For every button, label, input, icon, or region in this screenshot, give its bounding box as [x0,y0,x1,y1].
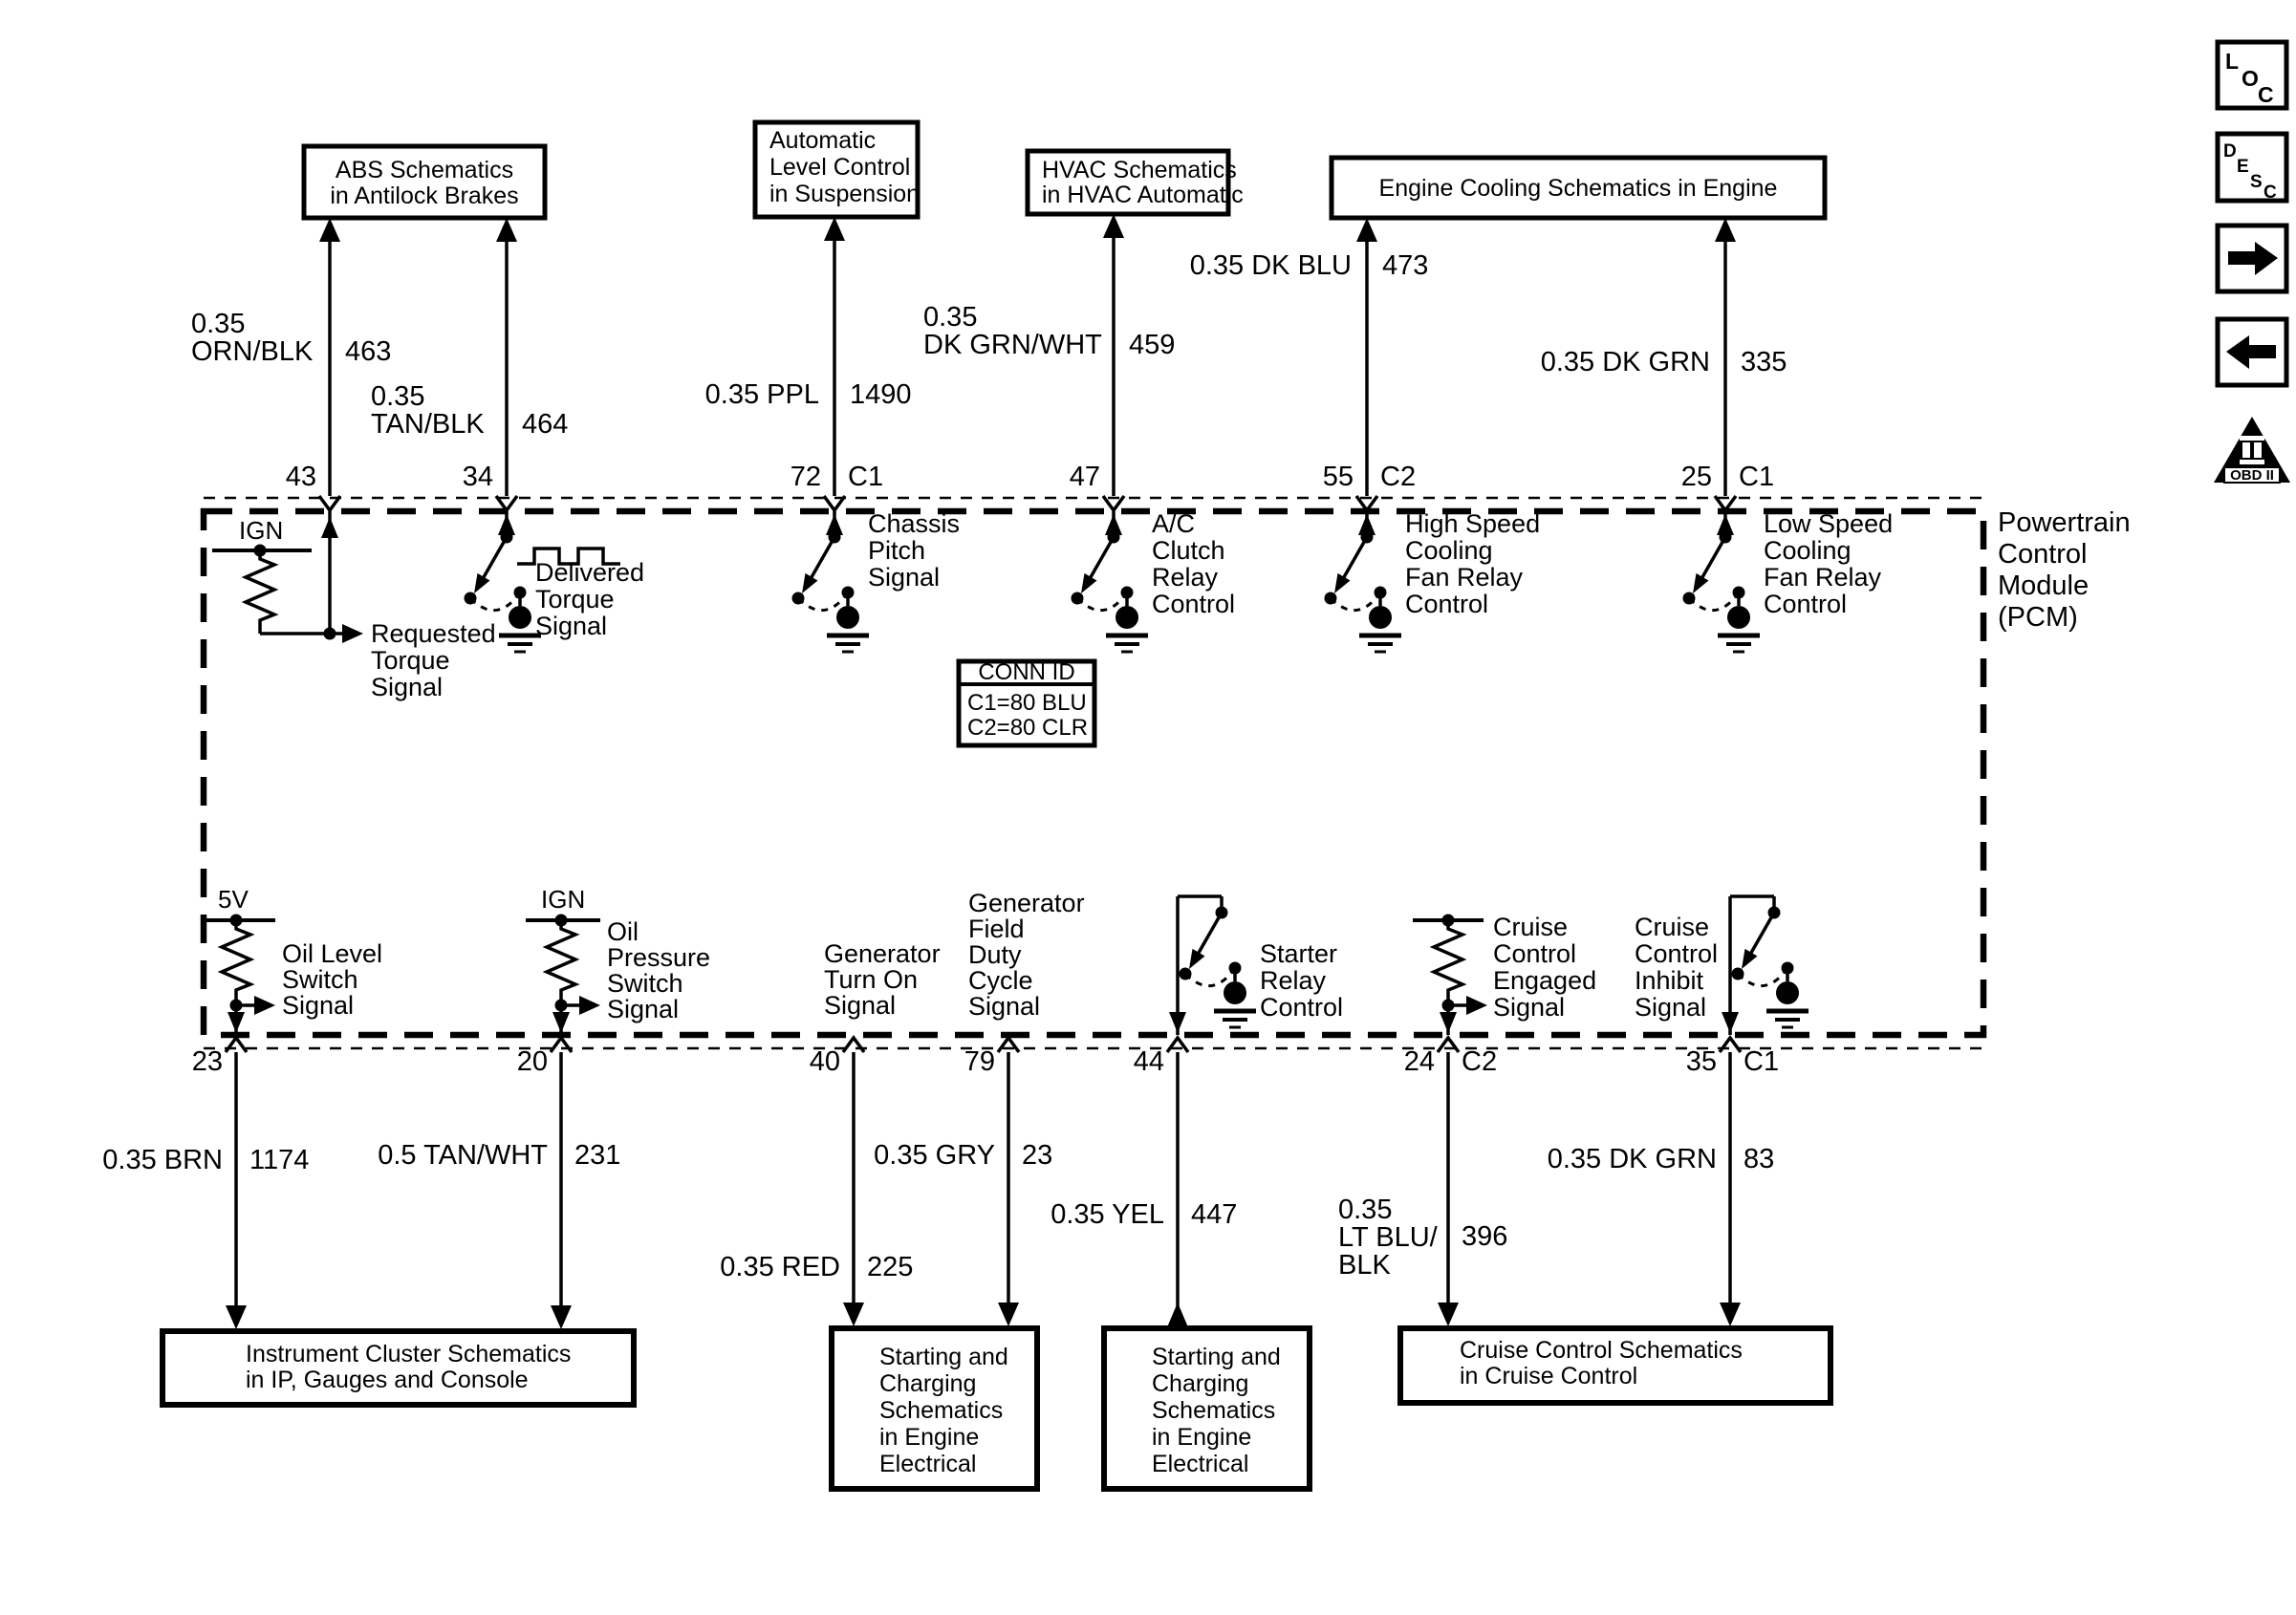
pin-34: 34 [462,462,493,492]
hvac-schematics-label: HVAC Schematics in HVAC Automatic [1042,157,1244,208]
wire-225-label: 0.35 RED [720,1252,840,1282]
loc-letter-o: O [2242,66,2259,91]
wire-1490-circuit: 1490 [850,379,912,410]
pin-40: 40 [809,1046,840,1077]
wire-464-circuit: 464 [522,409,569,440]
requested-torque-label: Requested Torque Signal [371,619,496,701]
wire-463-label: 0.35 ORN/BLK [191,309,314,367]
resistor [246,552,274,627]
low-speed-fan-circuit [1683,509,1894,652]
conn-id-header: CONN ID [978,659,1075,685]
wire-1490 [705,217,912,496]
loc-button[interactable] [2218,42,2286,108]
auto-level-control-box [755,122,920,217]
wire-447-circuit: 447 [1191,1199,1238,1230]
instrument-cluster-label: Instrument Cluster Schematics in IP, Gauges and Console [246,1341,572,1393]
ac-clutch-circuit [1072,509,1236,652]
wire-1174-label: 0.35 BRN [102,1145,223,1175]
pin-47: 47 [1069,462,1100,492]
wire-335 [1541,218,1787,496]
pin-79: 79 [964,1046,995,1077]
pin-35-conn: C1 [1744,1046,1780,1077]
pin-25-conn: C1 [1739,462,1775,492]
abs-schematics-box [304,146,545,218]
wire-396-circuit: 396 [1462,1221,1508,1252]
desc-letter-e: E [2237,157,2249,177]
generator-turn-on-label: Generator Turn On Signal [824,939,941,1020]
wire-83 [1548,1046,1779,1326]
wire-231-circuit: 231 [574,1140,621,1171]
high-speed-fan-circuit [1325,509,1541,652]
previous-button[interactable] [2218,319,2286,385]
pin-20: 20 [516,1046,548,1077]
5v-rail-label: 5V [218,885,249,914]
pin-23: 23 [191,1046,223,1077]
switch-symbol [1072,531,1149,653]
low-speed-fan-label: Low Speed Cooling Fan Relay Control [1764,509,1894,618]
conn-id-table [959,659,1094,745]
arrow-left-icon [2226,335,2276,369]
engine-cooling-label: Engine Cooling Schematics in Engine [1378,175,1778,202]
wire-473 [1190,218,1429,496]
engine-cooling-box [1332,158,1825,218]
pin-24: 24 [1403,1046,1435,1077]
wire-335-circuit: 335 [1741,347,1787,377]
wire-225 [720,1046,913,1326]
wire-23-circuit: 23 [1022,1140,1053,1171]
wire-459 [923,214,1175,496]
starting-charging-label-2: Starting and Charging Schematics in Engine Electrical [1152,1344,1281,1477]
high-speed-fan-label: High Speed Cooling Fan Relay Control [1405,509,1541,618]
desc-button[interactable] [2218,134,2286,203]
cruise-control-box [1400,1328,1830,1403]
obd2-badge [2214,417,2290,484]
wire-1490-label: 0.35 PPL [704,379,819,410]
cruise-inhibit-label: Cruise Control Inhibit Signal [1635,913,1719,1022]
starter-relay-circuit [1169,896,1343,1035]
cruise-control-label: Cruise Control Schematics in Cruise Control [1460,1337,1743,1389]
starting-charging-box-2 [1104,1328,1310,1489]
wire-473-circuit: 473 [1382,250,1429,281]
pin-44: 44 [1133,1046,1164,1077]
pin-35: 35 [1685,1046,1717,1077]
wire-463 [191,218,391,496]
wire-83-label: 0.35 DK GRN [1547,1144,1717,1174]
switch-symbol [1180,907,1257,1028]
cruise-engaged-circuit [1413,913,1596,1035]
wire-447-label: 0.35 YEL [1051,1199,1164,1230]
wire-83-circuit: 83 [1744,1144,1775,1174]
auto-level-control-label: Automatic Level Control in Suspension [769,127,921,207]
resistor [1434,922,1462,997]
wire-396-label: 0.35 LT BLU/ BLK [1338,1195,1438,1281]
wire-1174-circuit: 1174 [249,1145,310,1175]
cruise-inhibit-circuit [1635,896,1809,1035]
switch-symbol [1732,907,1809,1028]
wire-464 [371,218,568,496]
wire-464-label: 0.35 TAN/BLK [371,381,485,440]
wire-231-label: 0.5 TAN/WHT [378,1140,548,1171]
starting-charging-label-1: Starting and Charging Schematics in Engine Electrical [879,1344,1008,1477]
ign-rail-label-2: IGN [541,885,586,914]
delivered-torque-label: Delivered Torque Signal [535,558,645,640]
resistor [222,922,250,997]
cruise-engaged-label: Cruise Control Engaged Signal [1493,913,1597,1022]
wire-447 [1051,1046,1237,1327]
loc-letter-c: C [2258,82,2274,107]
switch-symbol [1683,531,1761,653]
pin-25: 25 [1680,462,1712,492]
switch-symbol [1325,531,1402,653]
pin-55-conn: C2 [1380,462,1417,492]
generator-field-label: Generator Field Duty Cycle Signal [968,889,1085,1021]
hvac-schematics-box [1028,151,1244,214]
oil-pressure-label: Oil Pressure Switch Signal [607,917,711,1023]
pcm-label: Powertrain Control Module (PCM) [1998,507,2131,633]
desc-letter-s: S [2250,172,2263,192]
wire-225-circuit: 225 [867,1252,914,1282]
arrow-right-icon [2228,242,2278,275]
instrument-cluster-box [162,1331,634,1405]
oil-pressure-circuit [526,885,710,1035]
wire-459-label: 0.35 DK GRN/WHT [923,302,1102,360]
wire-463-circuit: 463 [345,336,392,367]
oil-level-label: Oil Level Switch Signal [282,939,383,1020]
ign-rail-label: IGN [239,516,284,545]
oil-level-circuit [201,885,382,1035]
starting-charging-box-1 [832,1328,1037,1489]
chassis-pitch-label: Chassis Pitch Signal [868,509,961,592]
pin-43: 43 [285,462,316,492]
wire-396 [1338,1046,1507,1326]
conn-id-row-c1: C1=80 BLU [967,690,1087,716]
wire-459-circuit: 459 [1129,330,1176,360]
pin-72: 72 [790,462,821,492]
loc-letter-l: L [2225,49,2240,74]
conn-id-row-c2: C2=80 CLR [967,715,1089,741]
wire-473-label: 0.35 DK BLU [1189,250,1352,281]
wire-1174 [102,1046,309,1329]
pin-55: 55 [1322,462,1354,492]
desc-letter-d: D [2223,141,2237,162]
obd2-label: OBD II [2230,467,2274,484]
desc-letter-c: C [2264,183,2277,203]
wire-23 [874,1046,1052,1326]
switch-symbol [792,531,870,653]
abs-schematics-label: ABS Schematics in Antilock Brakes [330,157,519,209]
pin-24-conn: C2 [1462,1046,1498,1077]
starter-relay-label: Starter Relay Control [1260,939,1344,1022]
ac-clutch-label: A/C Clutch Relay Control [1152,509,1236,618]
requested-torque-circuit [212,511,496,701]
pin-72-conn: C1 [848,462,884,492]
wire-231 [378,1046,620,1329]
resistor [547,922,575,997]
wire-23-label: 0.35 GRY [874,1140,995,1171]
next-button[interactable] [2218,226,2286,291]
chassis-pitch-circuit [792,509,961,652]
wire-335-label: 0.35 DK GRN [1540,347,1710,377]
